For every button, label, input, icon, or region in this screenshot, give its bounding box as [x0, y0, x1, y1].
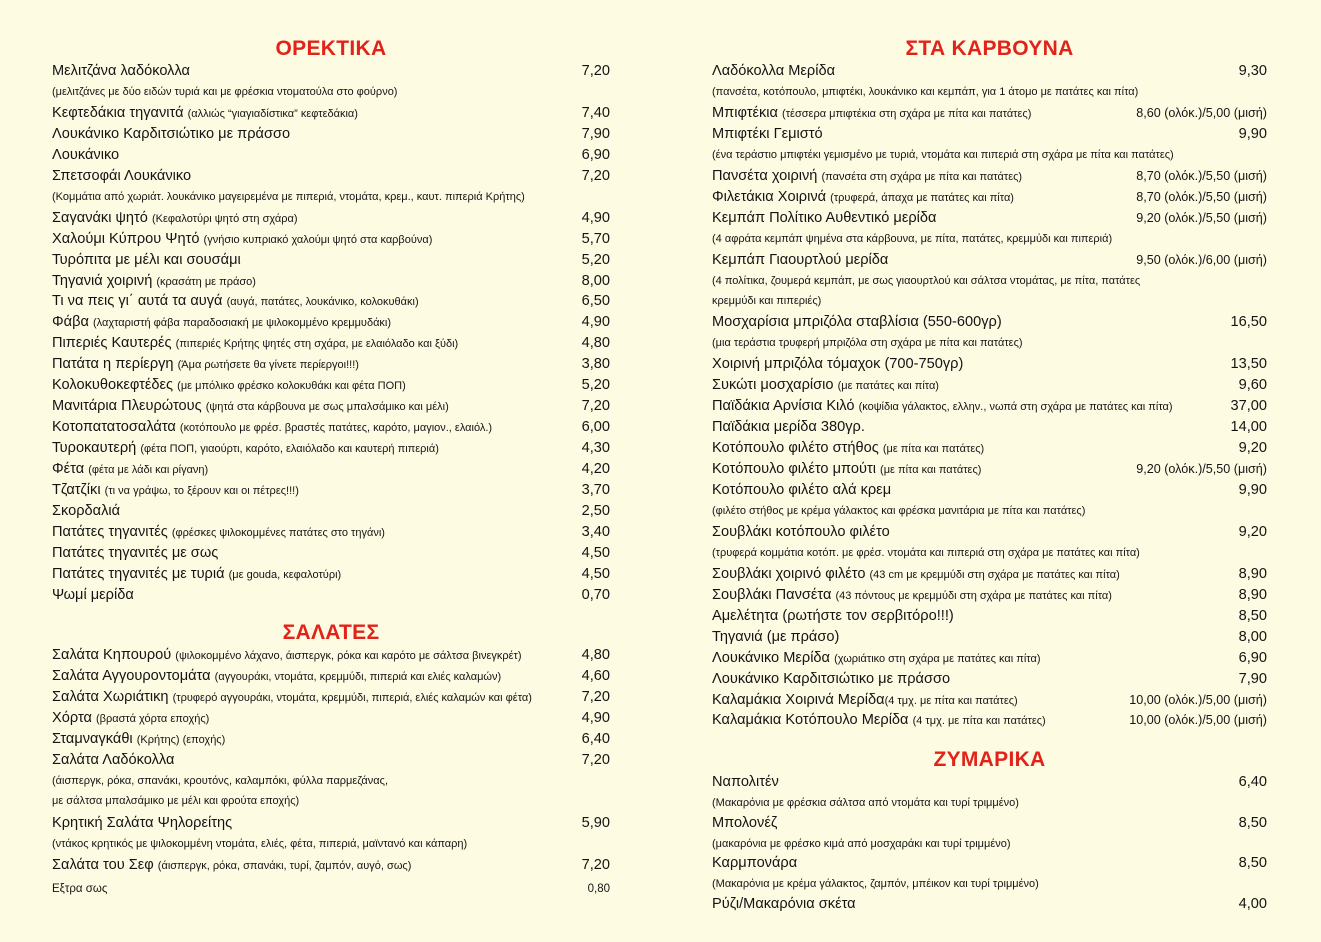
menu-item [52, 543, 610, 564]
item-inline-desc: (αλλιώς “γιαγιαδίστικα” κεφτεδάκια) [187, 107, 358, 120]
menu-item [52, 354, 610, 375]
item-title: Καλαμάκια Κοτόπουλο Μερίδα [712, 712, 909, 729]
menu-item [52, 687, 610, 708]
item-name [712, 772, 779, 793]
item-title: Φέτα [52, 461, 85, 478]
item-description: (Μακαρόνια με κρέμα γάλακτος, ζαμπόν, μπέικον και τυρί τριμμένο) [712, 878, 1039, 891]
item-price: 9,20 (ολόκ.)/5,50 (μισή) [1136, 462, 1267, 477]
item-name [712, 354, 963, 375]
menu-item [712, 648, 1267, 669]
item-inline-desc: (ψητά στα κάρβουνα με σως μπαλσάμικο και μέλι) [205, 401, 449, 414]
item-title: Κεμπάπ Πολίτικο Αυθεντικό μερίδα [712, 209, 937, 226]
item-price: 16,50 [1230, 314, 1267, 331]
item-title: Λουκάνικο Καρδιτσιώτικο με πράσσο [712, 670, 951, 687]
item-title: Τζατζίκι [52, 482, 101, 498]
item-inline-desc: (τέσσερα μπιφτέκια στη σχάρα με πίτα και πατάτες) [782, 107, 1032, 120]
item-title: Τηγανιά (με πράσο) [712, 628, 840, 645]
item-name [52, 480, 299, 502]
menu-item [52, 459, 610, 480]
item-price: 4,20 [581, 461, 610, 478]
item-name [712, 438, 984, 460]
item-price: 8,90 [1238, 586, 1267, 603]
item-name [712, 564, 1120, 586]
menu-item [52, 291, 610, 312]
extra-sauce-name: Εξτρα σως [52, 883, 108, 895]
item-price: 9,30 [1238, 63, 1267, 79]
menu-item [712, 187, 1267, 208]
menu-item [712, 103, 1267, 124]
item-inline-desc: (τι να γράψω, το ξέρουν και οι πέτρες!!!) [104, 485, 299, 497]
item-description: με σάλτσα μπαλσάμικο με μέλι και φρούτα εποχής) [52, 795, 300, 808]
item-name [712, 585, 1112, 607]
item-inline-desc: (ψιλοκομμένο λάχανο, άισπεργκ, ρόκα και καρότο με σάλτσα βινεγκρέτ) [175, 650, 522, 662]
menu-item [52, 208, 610, 229]
karvouna-title: ΣΤΑ ΚΑΡΒΟΥΝΑ [905, 37, 1074, 60]
item-name [52, 813, 232, 834]
item-name [712, 853, 797, 874]
item-price: 13,50 [1230, 356, 1267, 373]
menu-item [712, 564, 1267, 585]
item-price: 9,50 (ολόκ.)/6,00 (μισή) [1136, 252, 1267, 267]
item-inline-desc: (πιπεριές Κρήτης ψητές στη σχάρα, με ελαιόλαδο και ξύδι) [175, 338, 459, 351]
item-price: 8,70 (ολόκ.)/5,50 (μισή) [1136, 168, 1267, 183]
item-title: Χαλούμι Κύπρου Ψητό [52, 230, 200, 247]
menu-item [712, 627, 1267, 648]
item-title: Ναπολιτέν [712, 774, 779, 790]
item-name [52, 522, 385, 544]
item-name [712, 208, 936, 229]
item-title: Κοτόπουλο φιλέτο στήθος [712, 440, 879, 457]
menu-item [52, 438, 610, 459]
item-name [52, 750, 174, 771]
item-description: (Μακαρόνια με φρέσκια σάλτσα από ντομάτα και τυρί τριμμένο) [712, 797, 1019, 809]
menu-item [712, 480, 1267, 522]
menu-item [52, 480, 610, 501]
item-inline-desc: (τρυφερά, άπαχα με πατάτες και πίτα) [830, 191, 1014, 204]
item-title: Σταμναγκάθι [52, 730, 133, 747]
item-title: Πατάτες τηγανιτές με τυριά [52, 565, 225, 582]
item-name [712, 813, 777, 834]
item-description: (φιλέτο στήθος με κρέμα γάλακτος και φρέσκα μανιτάρια με πίτα και πατάτες) [712, 505, 1086, 517]
item-description: (μακαρόνια με φρέσκο κιμά από μοσχαράκι και τυρί τριμμένο) [712, 837, 1011, 850]
item-name [52, 687, 532, 709]
item-title: Σκορδαλιά [52, 502, 121, 519]
item-price: 6,50 [581, 293, 610, 310]
item-price: 6,90 [1238, 649, 1267, 666]
menu-item [52, 417, 610, 438]
menu-item [712, 354, 1267, 375]
item-price: 4,80 [581, 335, 610, 352]
item-price: 4,90 [581, 209, 610, 226]
menu-item [712, 772, 1267, 814]
item-price: 4,60 [581, 667, 610, 684]
item-price: 4,30 [581, 440, 610, 457]
menu-item [52, 375, 610, 396]
item-name [52, 103, 358, 125]
item-price: 8,00 [1238, 628, 1267, 645]
menu-item [712, 894, 1267, 915]
item-name [52, 124, 290, 145]
zymarika-title: ΖΥΜΑΡΙΚΑ [933, 748, 1046, 771]
menu-item [712, 438, 1267, 459]
item-title: Σαλάτα Λαδόκολλα [52, 751, 175, 768]
item-inline-desc: (4 τμχ. με πίτα και πατάτες) [912, 715, 1046, 728]
item-price: 9,20 [1238, 523, 1267, 540]
item-price: 0,70 [581, 586, 610, 603]
menu-item [52, 312, 610, 333]
item-price: 5,70 [581, 230, 610, 247]
menu-item [712, 208, 1267, 250]
item-description: (Κομμάτια από χωριάτ. λουκάνικο μαγειρεμένα με πιπεριά, ντομάτα, κρεμ., καυτ. πιπεριά Κρήτης) [52, 190, 525, 203]
item-name [712, 250, 888, 271]
item-title: Χόρτα [52, 709, 92, 726]
item-title: Πατάτες τηγανιτές [52, 523, 168, 540]
item-title: Κολοκυθοκεφτέδες [52, 377, 174, 394]
item-inline-desc: (43 cm με κρεμμύδι στη σχάρα με πατάτες και πίτα) [869, 568, 1120, 581]
menu-item [712, 585, 1267, 606]
item-name [52, 564, 341, 586]
orektika-title: ΟΡΕΚΤΙΚΑ [275, 37, 387, 60]
menu-item [52, 124, 610, 145]
item-title: Πανσέτα χοιρινή [712, 167, 818, 184]
item-title: Πατάτα η περίεργη [52, 356, 174, 373]
item-inline-desc: (φέτα με λάδι και ρίγανη) [88, 464, 209, 477]
item-title: Μπιφτέκι Γεμιστό [712, 125, 823, 142]
item-name [52, 708, 209, 730]
item-description: (4 πολίτικα, ζουμερά κεμπάπ, με σως γιαουρτλού και σάλτσα ντομάτας, με πίτα, πατάτες [712, 274, 1141, 287]
menu-item [52, 333, 610, 354]
item-title: Κοτοπατατοσαλάτα [52, 419, 176, 436]
item-name [52, 645, 522, 667]
menu-item [712, 396, 1267, 417]
extra-sauce-item [52, 879, 610, 900]
item-name [52, 543, 218, 564]
item-price: 8,50 [1238, 814, 1267, 831]
item-title: Καρμπονάρα [712, 855, 798, 872]
menu-item [712, 459, 1267, 480]
item-price: 5,20 [581, 251, 610, 268]
item-title: Τι να πεις γι΄ αυτά τα αυγά [52, 293, 223, 310]
menu-item [712, 522, 1267, 564]
item-price: 7,20 [581, 63, 610, 79]
item-price: 9,20 [1238, 440, 1267, 457]
menu-item [712, 166, 1267, 187]
item-name [712, 606, 954, 627]
item-name [52, 417, 492, 439]
item-description: (μια τεράστια τρυφερή μπριζόλα στη σχάρα με πίτα και πατάτες) [712, 337, 1023, 350]
item-name [52, 61, 190, 82]
item-price: 2,50 [581, 502, 610, 519]
item-price: 9,20 (ολόκ.)/5,50 (μισή) [1136, 210, 1267, 225]
item-price: 4,90 [581, 709, 610, 726]
menu-item [712, 853, 1267, 895]
item-price: 6,00 [581, 419, 610, 436]
item-name [52, 250, 241, 271]
item-name [52, 855, 411, 877]
menu-item [52, 250, 610, 271]
extra-sauce-price: 0,80 [587, 883, 610, 895]
menu-item [52, 855, 610, 876]
item-inline-desc: (φέτα ΠΟΠ, γιαούρτι, καρότο, ελαιόλαδο και καυτερή πιπεριά) [140, 443, 439, 456]
item-title: Σαλάτα Χωριάτικη [52, 688, 169, 705]
item-name [712, 375, 939, 397]
item-price: 14,00 [1230, 419, 1267, 436]
item-description: (4 αφράτα κεμπάπ ψημένα στα κάρβουνα, με πίτα, πατάτες, κρεμμύδι και πιπεριά) [712, 232, 1113, 245]
item-title: Καλαμάκια Χοιρινά Μερίδα [712, 691, 885, 708]
item-inline-desc: (γνήσιο κυπριακό χαλούμι ψητό στα καρβούνα) [203, 233, 433, 246]
item-price: 4,50 [581, 565, 610, 582]
item-name [712, 417, 865, 438]
menu-item [52, 666, 610, 687]
item-price: 7,20 [581, 856, 610, 873]
item-price: 4,80 [581, 647, 610, 663]
item-title: Φιλετάκια Χοιρινά [712, 188, 827, 205]
item-name [712, 61, 835, 82]
menu-item [52, 522, 610, 543]
item-name [52, 375, 406, 397]
menu-item [52, 585, 610, 606]
menu-item [52, 729, 610, 750]
item-title: Σαγανάκι ψητό [52, 209, 148, 226]
item-price: 10,00 (ολόκ.)/5,00 (μισή) [1129, 713, 1267, 728]
item-name [52, 208, 298, 230]
menu-item [712, 61, 1267, 103]
menu-item [52, 61, 610, 103]
item-inline-desc: (με μπόλικο φρέσκο κολοκυθάκι και φέτα ΠΟΠ) [177, 380, 406, 393]
menu-item [712, 813, 1267, 855]
item-inline-desc: (με πατάτες και πίτα) [837, 380, 939, 393]
item-price: 8,00 [581, 272, 610, 289]
item-title: Παϊδάκια μερίδα 380γρ. [712, 419, 865, 436]
item-title: Μπολονέζ [712, 814, 778, 831]
item-title: Πιπεριές Καυτερές [52, 335, 172, 352]
item-title: Λουκάνικο Μερίδα [712, 649, 830, 666]
item-price: 9,60 [1238, 377, 1267, 394]
item-inline-desc: (κρασάτη με πράσο) [156, 275, 256, 288]
menu-item [52, 229, 610, 250]
item-name [712, 124, 823, 145]
item-title: Συκώτι μοσχαρίσιο [712, 377, 834, 394]
item-title: Κεφτεδάκια τηγανιτά [52, 104, 184, 121]
item-price: 8,50 [1238, 855, 1267, 872]
item-price: 5,90 [581, 814, 610, 831]
item-inline-desc: (με πίτα και πατάτες) [882, 443, 985, 456]
item-description: (άισπεργκ, ρόκα, σπανάκι, κρουτόνς, καλαμπόκι, φύλλα παρμεζάνας, [52, 774, 388, 787]
item-inline-desc: (άισπεργκ, ρόκα, σπανάκι, τυρί, ζαμπόν, αυγό, σως) [157, 859, 412, 872]
item-description: (ένα τεράστιο μπιφτέκι γεμισμένο με τυριά, ντομάτα και πιπεριά στη σχάρα με πίτα και πατάτες) [712, 148, 1174, 161]
item-inline-desc: (με gouda, κεφαλοτύρι) [228, 568, 342, 581]
menu-item [52, 145, 610, 166]
item-price: 7,20 [581, 398, 610, 415]
item-inline-desc: (Κρήτης) (εποχής) [136, 733, 226, 746]
menu-item [52, 813, 610, 855]
item-description: (ντάκος κρητικός με ψιλοκομμένη ντομάτα, ελιές, φέτα, πιπεριά, μαϊντανό και κάπαρη) [52, 837, 468, 850]
item-title: Σουβλάκι κοτόπουλο φιλέτο [712, 523, 890, 540]
item-name [52, 459, 208, 481]
item-name [712, 312, 1002, 333]
item-inline-desc: (Κεφαλοτύρι ψητό στη σχάρα) [151, 212, 298, 225]
item-name [52, 271, 256, 293]
item-name [52, 312, 391, 334]
item-price: 8,60 (ολόκ.)/5,00 (μισή) [1136, 105, 1267, 120]
item-title: Τηγανιά χοιρινή [52, 272, 153, 289]
item-title: Τυρόπιτα με μέλι και σουσάμι [52, 251, 241, 268]
item-title: Πατάτες τηγανιτές με σως [52, 544, 219, 561]
item-price: 7,20 [581, 167, 610, 184]
item-name [712, 459, 981, 481]
menu-item [52, 645, 610, 666]
item-price: 4,50 [581, 544, 610, 561]
item-title: Κρητική Σαλάτα Ψηλορείτης [52, 814, 233, 831]
item-price: 7,90 [581, 125, 610, 142]
item-title: Αμελέτητα (ρωτήστε τον σερβιτόρο!!!) [712, 607, 954, 624]
item-name [52, 585, 134, 606]
item-title: Ψωμί μερίδα [52, 586, 134, 603]
item-inline-desc: (λαχταριστή φάβα παραδοσιακή με ψιλοκομμένο κρεμμυδάκι) [92, 317, 392, 330]
item-name [52, 291, 419, 313]
salates-title: ΣΑΛΑΤΕΣ [282, 621, 380, 644]
item-name [52, 501, 120, 522]
item-title: Σαλάτα Αγγουροντομάτα [52, 667, 211, 684]
item-name [712, 103, 1031, 125]
item-inline-desc: (Άμα ρωτήσετε θα γίνετε περίεργοι!!!) [177, 359, 359, 372]
item-price: 8,70 (ολόκ.)/5,50 (μισή) [1136, 189, 1267, 204]
menu-item [52, 166, 610, 208]
menu-item [52, 396, 610, 417]
menu-item [52, 564, 610, 585]
item-name [712, 480, 891, 501]
item-price: 3,80 [581, 356, 610, 373]
item-inline-desc: (βραστά χόρτα εποχής) [96, 712, 210, 725]
item-title: Μοσχαρίσια μπριζόλα σταβλίσια (550-600γρ) [712, 314, 1002, 331]
item-title: Σπετσοφάι Λουκάνικο [52, 167, 192, 184]
item-title: Μελιτζάνα λαδόκολλα [52, 63, 190, 79]
item-price: 7,20 [581, 751, 610, 768]
item-description: (μελιτζάνες με δύο ειδών τυριά και με φρέσκια ντοματούλα στο φούρνο) [52, 86, 398, 98]
item-inline-desc: (αυγά, πατάτες, λουκάνικο, κολοκυθάκι) [226, 296, 419, 309]
item-name [712, 710, 1046, 732]
item-name [52, 729, 225, 751]
item-name [712, 669, 950, 690]
item-inline-desc: (τρυφερό αγγουράκι, ντομάτα, κρεμμύδι, πιπεριά, ελιές καλαμών και φέτα) [172, 691, 532, 704]
item-inline-desc: (43 πόντους με κρεμμύδι στη σχάρα με πατάτες και πίτα) [835, 589, 1112, 602]
item-name [712, 648, 1041, 670]
item-title: Κοτόπουλο φιλέτο αλά κρεμ [712, 482, 892, 498]
item-price: 37,00 [1230, 398, 1267, 415]
item-title: Σαλάτα Κηπουρού [52, 647, 172, 663]
item-title: Κοτόπουλο φιλέτο μπούτι [712, 461, 876, 478]
item-title: Σαλάτα του Σεφ [52, 856, 154, 873]
item-price: 7,90 [1238, 670, 1267, 687]
item-inline-desc: (κοτόπουλο με φρέσ. βραστές πατάτες, καρότο, μαγιον., ελαιόλ.) [179, 422, 493, 435]
item-name [712, 187, 1014, 209]
item-title: Μπιφτέκια [712, 104, 778, 121]
menu-item [712, 250, 1267, 312]
item-description: κρεμμύδι και πιπεριές) [712, 295, 822, 308]
item-price: 3,70 [581, 482, 610, 498]
item-price: 6,90 [581, 146, 610, 163]
item-name [52, 166, 191, 187]
menu-item [52, 103, 610, 124]
item-title: Χοιρινή μπριζόλα τόμαχοκ (700-750γρ) [712, 356, 964, 373]
item-name [52, 438, 439, 460]
item-name [52, 396, 449, 418]
item-name [712, 522, 890, 543]
item-inline-desc: (με πίτα και πατάτες) [880, 464, 982, 477]
menu-item [712, 417, 1267, 438]
item-inline-desc: (4 τμχ. με πίτα και πατάτες) [884, 694, 1018, 707]
menu-item [712, 690, 1267, 711]
item-price: 8,90 [1238, 565, 1267, 582]
item-description: (τρυφερά κομμάτια κοτόπ. με φρέσ. ντομάτα και πιπεριά στη σχάρα με πατάτες και πίτα) [712, 546, 1140, 559]
item-name [52, 145, 119, 166]
item-name [52, 229, 432, 251]
item-name [52, 333, 458, 355]
item-inline-desc: (κοψίδια γάλακτος, ελλην., νωπά στη σχάρα με πατάτες και πίτα) [858, 401, 1173, 414]
item-price: 6,40 [581, 730, 610, 747]
menu-item [52, 750, 610, 812]
item-title: Μανιτάρια Πλευρώτους [52, 398, 202, 415]
item-price: 7,20 [581, 688, 610, 705]
item-inline-desc: (φρέσκες ψιλοκομμένες πατάτες στο τηγάνι) [171, 526, 385, 539]
item-title: Λουκάνικο [52, 146, 120, 163]
item-title: Φάβα [52, 314, 89, 331]
menu-item [712, 312, 1267, 354]
item-price: 3,40 [581, 523, 610, 540]
item-title: Παϊδάκια Αρνίσια Κιλό [712, 398, 855, 415]
menu-item [712, 124, 1267, 166]
item-title: Λαδόκολλα Μερίδα [712, 63, 836, 79]
item-name [712, 396, 1173, 418]
item-name [712, 627, 839, 648]
item-name [52, 666, 501, 688]
item-name [712, 166, 1022, 188]
item-price: 7,40 [581, 104, 610, 121]
item-price: 4,00 [1238, 895, 1267, 912]
item-price: 8,50 [1238, 607, 1267, 624]
menu-item [712, 669, 1267, 690]
menu-item [712, 710, 1267, 731]
menu-item [52, 708, 610, 729]
menu-item [52, 501, 610, 522]
menu-item [712, 606, 1267, 627]
item-title: Σουβλάκι χοιρινό φιλέτο [712, 565, 866, 582]
item-title: Τυροκαυτερή [52, 440, 137, 457]
item-title: Σουβλάκι Πανσέτα [712, 586, 832, 603]
item-title: Ρύζι/Μακαρόνια σκέτα [712, 895, 856, 912]
item-price: 4,90 [581, 314, 610, 331]
menu-item [712, 375, 1267, 396]
item-name [712, 690, 1018, 712]
item-name [52, 354, 359, 376]
item-price: 6,40 [1238, 774, 1267, 790]
item-description: (πανσέτα, κοτόπουλο, μπιφτέκι, λουκάνικο και κεμπάπ, για 1 άτομο με πατάτες και πίτα) [712, 86, 1139, 98]
item-price: 9,90 [1238, 125, 1267, 142]
item-title: Κεμπάπ Γιαουρτλού μερίδα [712, 251, 889, 268]
item-inline-desc: (αγγουράκι, ντομάτα, κρεμμύδι, πιπεριά και ελιές καλαμών) [214, 670, 502, 683]
item-title: Λουκάνικο Καρδιτσιώτικο με πράσσο [52, 125, 291, 142]
item-price: 5,20 [581, 377, 610, 394]
item-inline-desc: (πανσέτα στη σχάρα με πίτα και πατάτες) [821, 170, 1023, 183]
item-inline-desc: (χωριάτικο στη σχάρα με πατάτες και πίτα) [834, 652, 1041, 665]
item-name [712, 894, 856, 915]
menu-item [52, 271, 610, 292]
item-price: 10,00 (ολόκ.)/5,00 (μισή) [1129, 692, 1267, 707]
item-price: 9,90 [1238, 482, 1267, 498]
